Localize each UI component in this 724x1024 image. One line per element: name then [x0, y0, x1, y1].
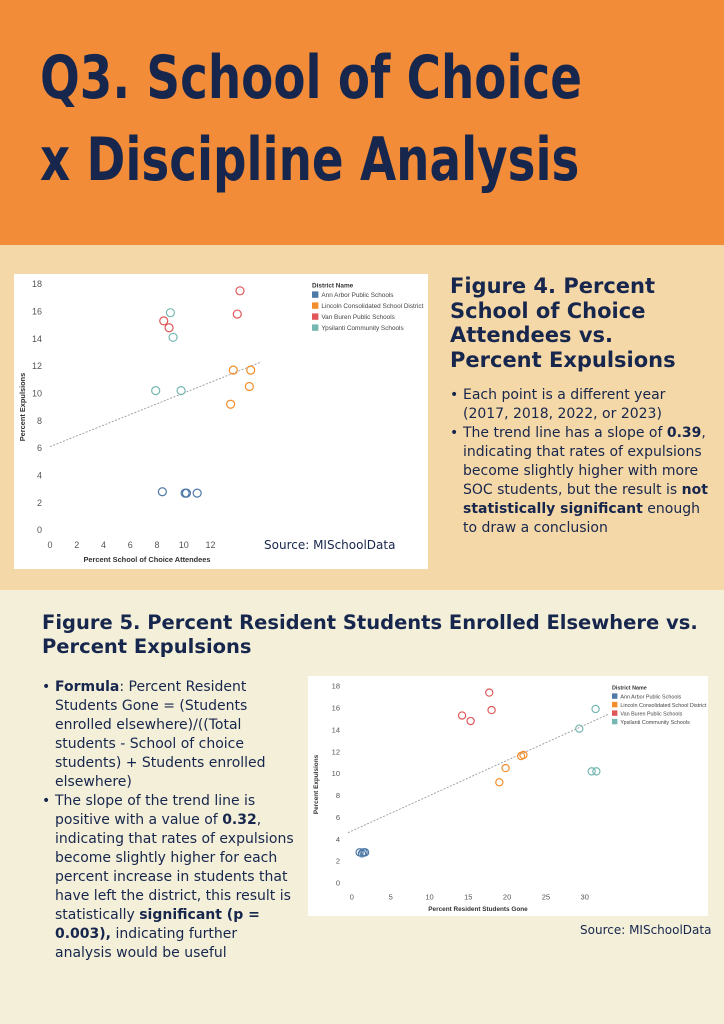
trend-line [50, 362, 261, 447]
figure4-significance: not statistically significant [463, 482, 708, 517]
figure4-bullet-1 [450, 386, 712, 424]
y-tick-label: 2 [335, 856, 340, 866]
data-point [592, 705, 599, 712]
figure5-chart [308, 676, 708, 916]
figure5-bullet-2-post: indicating further analysis would be useful [55, 926, 238, 961]
y-tick-label: 14 [31, 333, 42, 344]
figure4-bullet-1-text: Each point is a different year (2017, 2018, 2022, or 2023) [463, 387, 666, 422]
y-tick-label: 0 [335, 878, 340, 888]
figure4-chart-svg [14, 274, 428, 569]
legend-entry: Ann Arbor Public Schools [321, 292, 394, 300]
y-tick-label: 8 [36, 415, 42, 426]
figure4-source: Source: MISchoolData [264, 538, 396, 552]
x-tick-label: 30 [580, 892, 589, 902]
figure5-bullet-2-pre: The slope of the trend line is positive with a value of [55, 793, 256, 828]
y-tick-label: 4 [335, 834, 340, 844]
y-tick-label: 4 [36, 470, 42, 481]
legend-swatch [612, 719, 617, 724]
data-point [247, 366, 255, 374]
figure4-slope-value: 0.39 [666, 425, 702, 441]
legend-entry: Lincoln Consolidated School District [620, 702, 707, 709]
figure5-title: Figure 5. Percent Resident Students Enrolled Elsewhere vs. Percent Expulsions [42, 611, 698, 658]
y-tick-label: 0 [36, 525, 42, 536]
figure5-slope-value: 0.32 [222, 812, 257, 828]
x-tick-label: 2 [74, 540, 80, 550]
legend-entry: Van Buren Public Schools [620, 711, 683, 718]
figure4-bullets [450, 386, 712, 538]
legend-swatch [612, 702, 617, 707]
x-tick-label: 10 [425, 892, 434, 902]
x-tick-label: 8 [154, 540, 160, 550]
y-tick-label: 10 [31, 388, 42, 399]
figure5-source: Source: MISchoolData [580, 923, 712, 937]
data-point [193, 489, 201, 497]
legend-entry: Ann Arbor Public Schools [620, 694, 682, 701]
x-tick-label: 10 [178, 540, 189, 550]
legend-entry: Van Buren Public Schools [321, 314, 395, 322]
data-point [160, 317, 168, 325]
legend-swatch [312, 302, 318, 308]
y-tick-label: 18 [331, 681, 340, 691]
header-banner [0, 0, 724, 245]
figure5-significance: significant (p = 0.003), [55, 907, 260, 942]
figure4-chart [14, 274, 428, 569]
figure5-bullet-2 [42, 792, 297, 963]
page-title-line-2: x Discipline Analysis [40, 125, 580, 195]
data-point [576, 725, 583, 732]
data-point [496, 779, 503, 786]
x-tick-label: 12 [205, 540, 216, 550]
data-point [177, 387, 185, 395]
y-tick-label: 18 [31, 279, 42, 290]
x-tick-label: 0 [349, 892, 354, 902]
y-tick-label: 8 [335, 791, 340, 801]
x-tick-label: 20 [502, 892, 512, 902]
y-tick-label: 6 [36, 443, 42, 454]
x-tick-label: 6 [127, 540, 133, 550]
y-tick-label: 2 [36, 497, 42, 508]
figure5-chart-svg [308, 676, 708, 916]
legend-entry: Ypsilanti Community Schools [620, 719, 690, 726]
data-point [593, 768, 600, 775]
x-tick-label: 25 [541, 892, 551, 902]
data-point [166, 309, 174, 317]
data-point [458, 712, 465, 719]
figure5-formula-label: Formula [55, 679, 120, 695]
data-point [165, 324, 173, 332]
data-point [236, 287, 244, 295]
x-tick-label: 5 [388, 892, 393, 902]
x-tick-label: 4 [101, 540, 107, 550]
figure4-bullet-2-mid: , indicating that rates of expulsions become slightly higher with more SOC students, but the result is [463, 425, 706, 498]
legend-swatch [612, 693, 617, 698]
data-point [502, 764, 509, 771]
y-tick-label: 10 [331, 769, 340, 779]
figure4-bullet-2-post: enough to draw a conclusion [463, 501, 700, 536]
data-point [488, 706, 495, 713]
x-tick-label: 0 [47, 540, 53, 550]
y-axis-label: Percent Expulsions [313, 754, 320, 815]
data-point [158, 488, 166, 496]
figure5-bullet-1 [42, 678, 297, 792]
x-axis-label: Percent Resident Students Gone [428, 906, 528, 913]
data-point [467, 717, 474, 724]
y-tick-label: 14 [331, 725, 340, 735]
y-tick-label: 16 [31, 306, 42, 317]
data-point [227, 400, 235, 408]
data-point [233, 310, 241, 318]
legend-entry: Lincoln Consolidated School District [321, 303, 424, 311]
figure4-bullet-2-pre: The trend line has a slope of [463, 425, 667, 441]
y-tick-label: 12 [331, 747, 340, 757]
trend-line [348, 714, 608, 832]
x-tick-label: 15 [464, 892, 473, 902]
data-point [152, 387, 160, 395]
figure5-bullets [42, 678, 297, 963]
data-point [169, 333, 177, 341]
legend-swatch [312, 291, 318, 297]
x-axis-label: Percent School of Choice Attendees [83, 555, 211, 564]
page-title-line-1: Q3. School of Choice [40, 43, 582, 113]
legend-title: District Name [312, 282, 354, 290]
y-tick-label: 6 [335, 812, 340, 822]
figure5-bullet-2-mid: , indicating that rates of expulsions become slightly higher for each percent increase in students that have left the district, this result is statistically [55, 812, 294, 923]
y-axis-label: Percent Expulsions [18, 372, 27, 442]
y-tick-label: 12 [31, 361, 42, 372]
y-tick-label: 16 [331, 703, 340, 713]
legend-swatch [312, 313, 318, 319]
legend-title: District Name [612, 685, 647, 692]
legend-swatch [612, 710, 617, 715]
figure5-bullet-1-text: : Percent Resident Students Gone = (Students enrolled elsewhere)/((Total students - School of choice students) + Students enrolled elsewhere) [55, 679, 266, 790]
legend-entry: Ypsilanti Community Schools [321, 325, 404, 333]
figure4-bullet-2 [450, 424, 712, 538]
data-point [245, 383, 253, 391]
legend-swatch [312, 324, 318, 330]
figure4-title: Figure 4. Percent School of Choice Attendees vs. Percent Expulsions [450, 274, 676, 372]
data-point [486, 689, 493, 696]
